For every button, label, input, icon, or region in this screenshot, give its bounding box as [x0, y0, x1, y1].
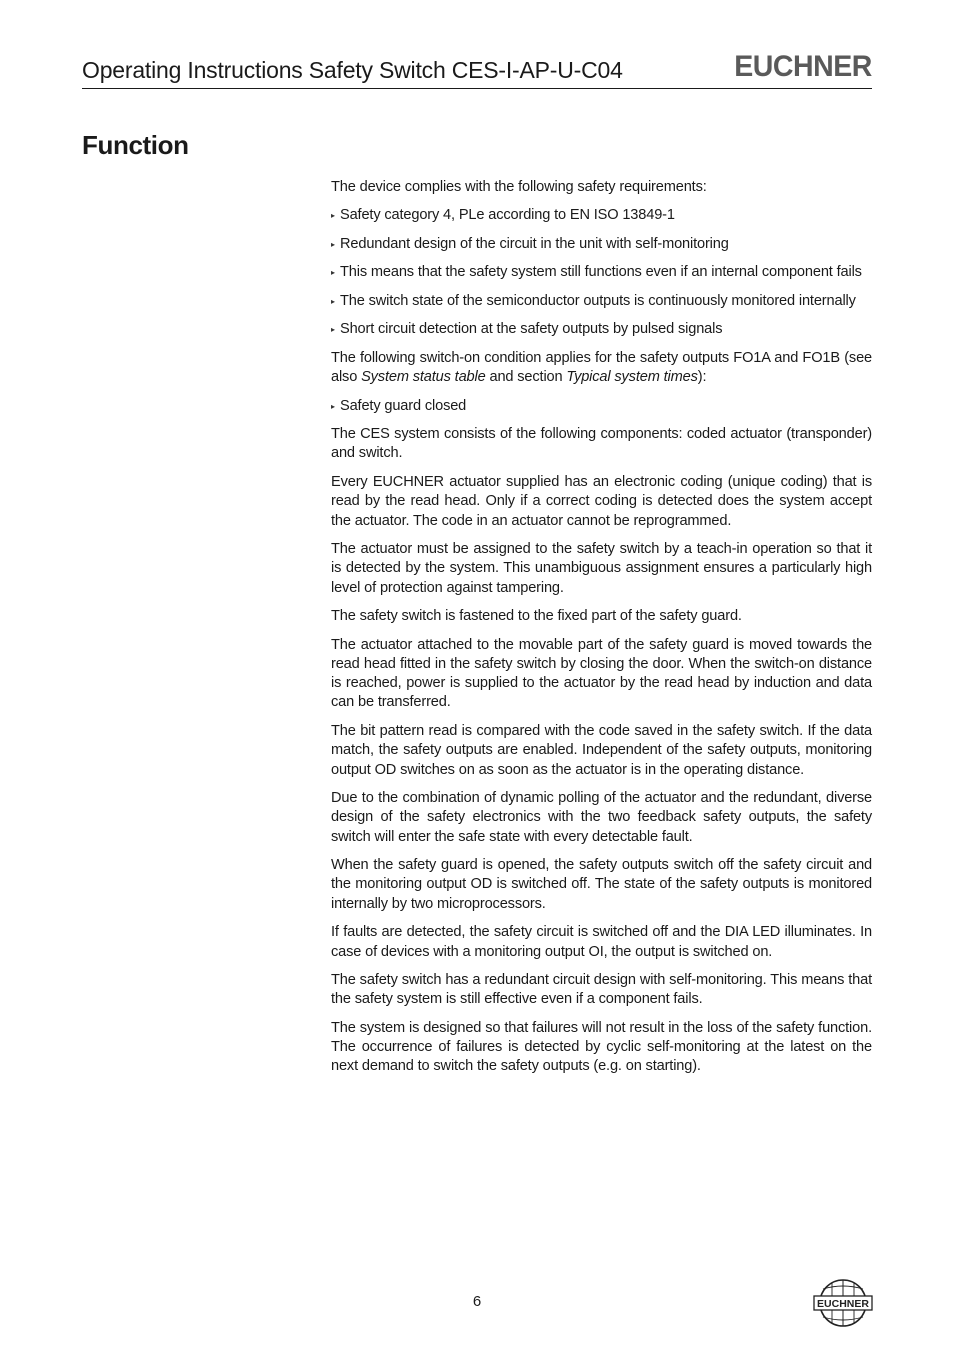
switch-on-condition-paragraph: The following switch-on condition applies for the safety outputs FO1A and FO1B (see also System status table and section Typical system times): — [331, 349, 872, 386]
ref-typical-system-times: Typical system times — [566, 369, 698, 386]
bullet-item: ▸ The switch state of the semiconductor outputs is continuously monitored internally — [331, 292, 872, 311]
body-paragraph: The actuator attached to the movable part of the safety guard is moved towards the read head fitted in the safety switch by closing the door. When the switch-on distance is reached, power is supplied to the actuator by the read head by induction and data can be transferred. — [331, 636, 872, 711]
bullet-item: ▸ Safety category 4, PLe according to EN ISO 13849-1 — [331, 206, 872, 225]
body-paragraph: When the safety guard is opened, the safety outputs switch off the safety circuit and the monitoring output OD is switched off. The state of the safety outputs is monitored internally by two microprocessors. — [331, 857, 872, 912]
body-paragraph: The actuator must be assigned to the safety switch by a teach-in operation so that it is detected by the system. This unambiguous assignment ensures a particularly high level of protection against tampering. — [331, 541, 872, 596]
bullet-marker-icon: ▸ — [331, 268, 335, 278]
bullet-marker-icon: ▸ — [331, 211, 335, 221]
bullet-marker-icon: ▸ — [331, 325, 335, 335]
body-paragraph: The CES system consists of the following components: coded actuator (transponder) and switch. — [331, 426, 872, 462]
euchner-logo-icon — [813, 1278, 873, 1328]
body-paragraph: The safety switch has a redundant circuit design with self-monitoring. This means that the safety system is still effective even if a component fails. — [331, 971, 872, 1008]
body-paragraph: If faults are detected, the safety circuit is switched off and the DIA LED illuminates. In case of devices with a monitoring output OI, the output is switched on. — [331, 924, 872, 960]
page-header — [82, 50, 872, 89]
logo-wordmark: EUCHNER — [817, 1298, 869, 1310]
page-number: 6 — [472, 1293, 482, 1310]
brand-wordmark: EUCHNER — [734, 50, 872, 83]
body-paragraph: The safety switch is fastened to the fixed part of the safety guard. — [331, 608, 742, 625]
intro-paragraph: The device complies with the following safety requirements: — [331, 179, 707, 195]
body-paragraph: The bit pattern read is compared with the code saved in the safety switch. If the data match, the safety outputs are enabled. Independent of the safety outputs, monitoring output OD switches on as soon as the actuator is in the operating distance. — [331, 722, 872, 778]
section-title: Function — [82, 130, 189, 160]
bullet-marker-icon: ▸ — [331, 239, 335, 249]
bullet-item: ▸ Safety guard closed — [331, 397, 872, 416]
body-paragraph: The system is designed so that failures will not result in the loss of the safety function. The occurrence of failures is detected by cyclic self-monitoring at the latest on the next demand to switch the safety outputs (e.g. on starting). — [331, 1019, 872, 1075]
document-title: Operating Instructions Safety Switch CES-I-AP-U-C04 — [82, 57, 623, 83]
bullet-marker-icon: ▸ — [331, 401, 335, 411]
body-content — [331, 178, 872, 1086]
ref-system-status-table: System status table — [361, 369, 486, 386]
body-paragraph: Every EUCHNER actuator supplied has an electronic coding (unique coding) that is read by the read head. Only if a correct coding is detected does the system accept the actuator. The code in an actuator cannot be reprogrammed. — [331, 473, 872, 529]
bullet-marker-icon: ▸ — [331, 296, 335, 306]
body-paragraph: Due to the combination of dynamic polling of the actuator and the redundant, diverse design of the safety electronics with the two feedback safety outputs, the safety switch will enter the safe state with every detectable fault. — [331, 790, 872, 845]
bullet-item: ▸ This means that the safety system still functions even if an internal component fails — [331, 263, 872, 282]
bullet-item: ▸ Redundant design of the circuit in the unit with self-monitoring — [331, 235, 872, 254]
bullet-item: ▸ Short circuit detection at the safety outputs by pulsed signals — [331, 320, 872, 339]
